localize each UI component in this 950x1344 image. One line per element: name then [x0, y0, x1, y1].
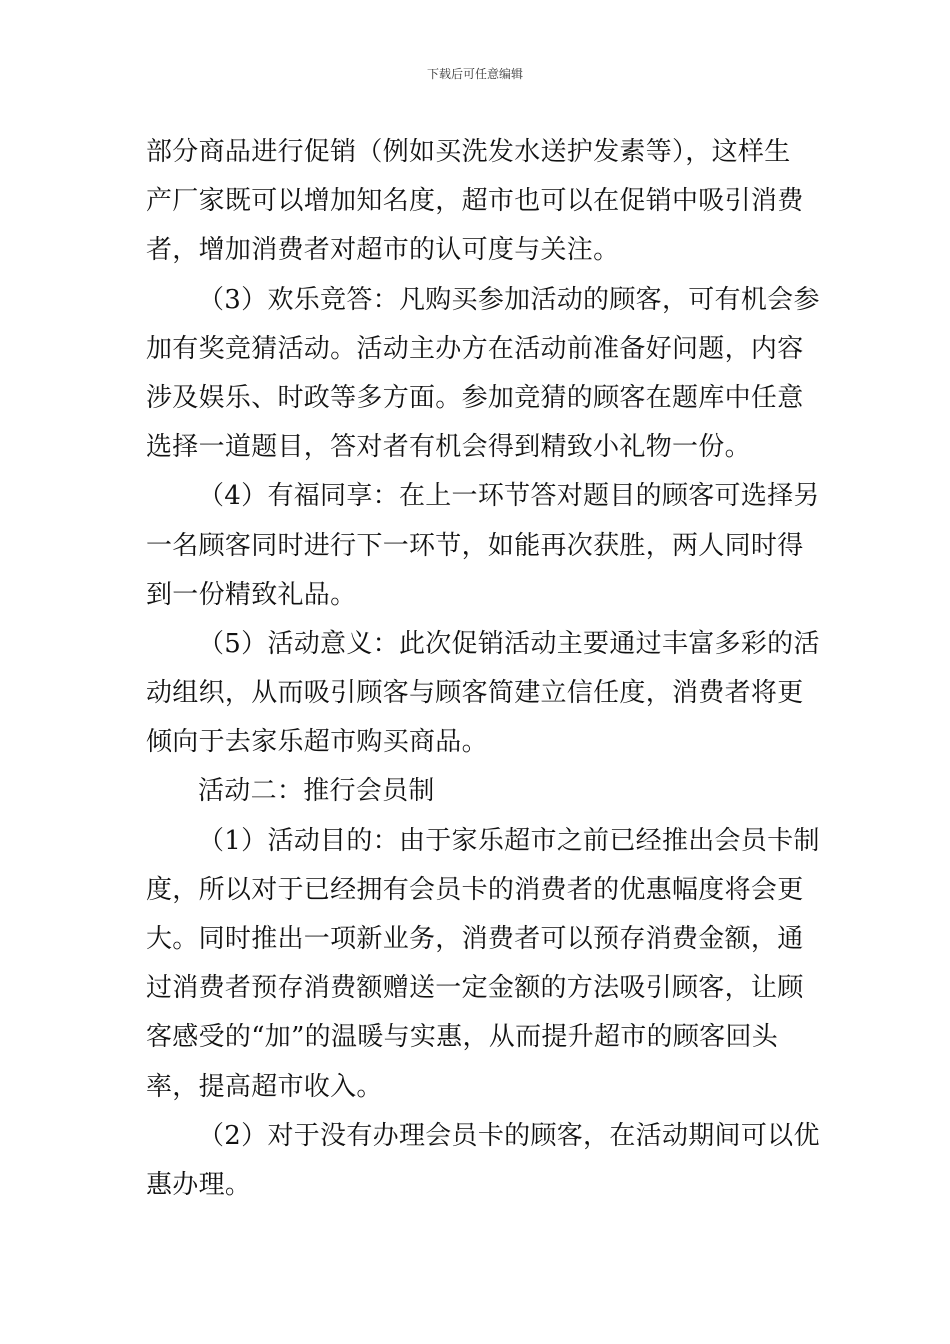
document-body [146, 128, 820, 1210]
paragraph-promo-continued [146, 128, 808, 276]
page-header: 下载后可任意编辑 [426, 67, 523, 81]
paragraph-quiz [146, 276, 820, 473]
text-line: （1）活动目的：由于家乐超市之前已经推出会员卡制 [198, 825, 820, 856]
text-line: 惠办理。 [146, 1169, 252, 1200]
text-line: 部分商品进行促销（例如买洗发水送护发素等），这样生 [146, 137, 791, 167]
text-line: 大。同时推出一项新业务，消费者可以预存消费金额，通 [146, 924, 804, 954]
text-line: 涉及娱乐、时政等多方面。参加竞猜的顾客在题库中任意 [146, 382, 804, 413]
paragraph-significance [146, 620, 820, 768]
text-line: 客感受的“加”的温暖与实惠，从而提升超市的顾客回头 [146, 1022, 779, 1053]
text-line: 加有奖竞猜活动。活动主办方在活动前准备好问题，内容 [146, 333, 804, 364]
text-line: 倾向于去家乐超市购买商品。 [146, 727, 488, 758]
text-line: 选择一道题目，答对者有机会得到精致小礼物一份。 [146, 432, 751, 463]
text-line: 一名顾客同时进行下一环节，如能再次获胜，两人同时得 [146, 530, 804, 561]
text-line: 度，所以对于已经拥有会员卡的消费者的优惠幅度将会更 [146, 874, 804, 905]
text-line: （4）有福同享：在上一环节答对题目的顾客可选择另 [198, 481, 820, 512]
text-line: 活动二：推行会员制 [198, 776, 435, 807]
text-line: 过消费者预存消费额赠送一定金额的方法吸引顾客，让顾 [146, 973, 804, 1004]
text-line: 者，增加消费者对超市的认可度与关注。 [146, 235, 620, 266]
paragraph-new-members [146, 1112, 820, 1210]
text-line: 产厂家既可以增加知名度，超市也可以在促销中吸引消费 [146, 186, 804, 217]
text-line: （2）对于没有办理会员卡的顾客，在活动期间可以优 [198, 1120, 820, 1151]
text-line: 动组织，从而吸引顾客与顾客简建立信任度，消费者将更 [146, 678, 804, 709]
text-line: （3）欢乐竞答：凡购买参加活动的顾客，可有机会参 [198, 284, 820, 315]
paragraph-membership-purpose [146, 817, 820, 1112]
section-heading-activity-two [146, 767, 808, 816]
paragraph-share [146, 472, 820, 620]
text-line: 率，提高超市收入。 [146, 1071, 383, 1102]
text-line: 到一份精致礼品。 [146, 579, 357, 610]
text-line: （5）活动意义：此次促销活动主要通过丰富多彩的活 [198, 628, 820, 659]
